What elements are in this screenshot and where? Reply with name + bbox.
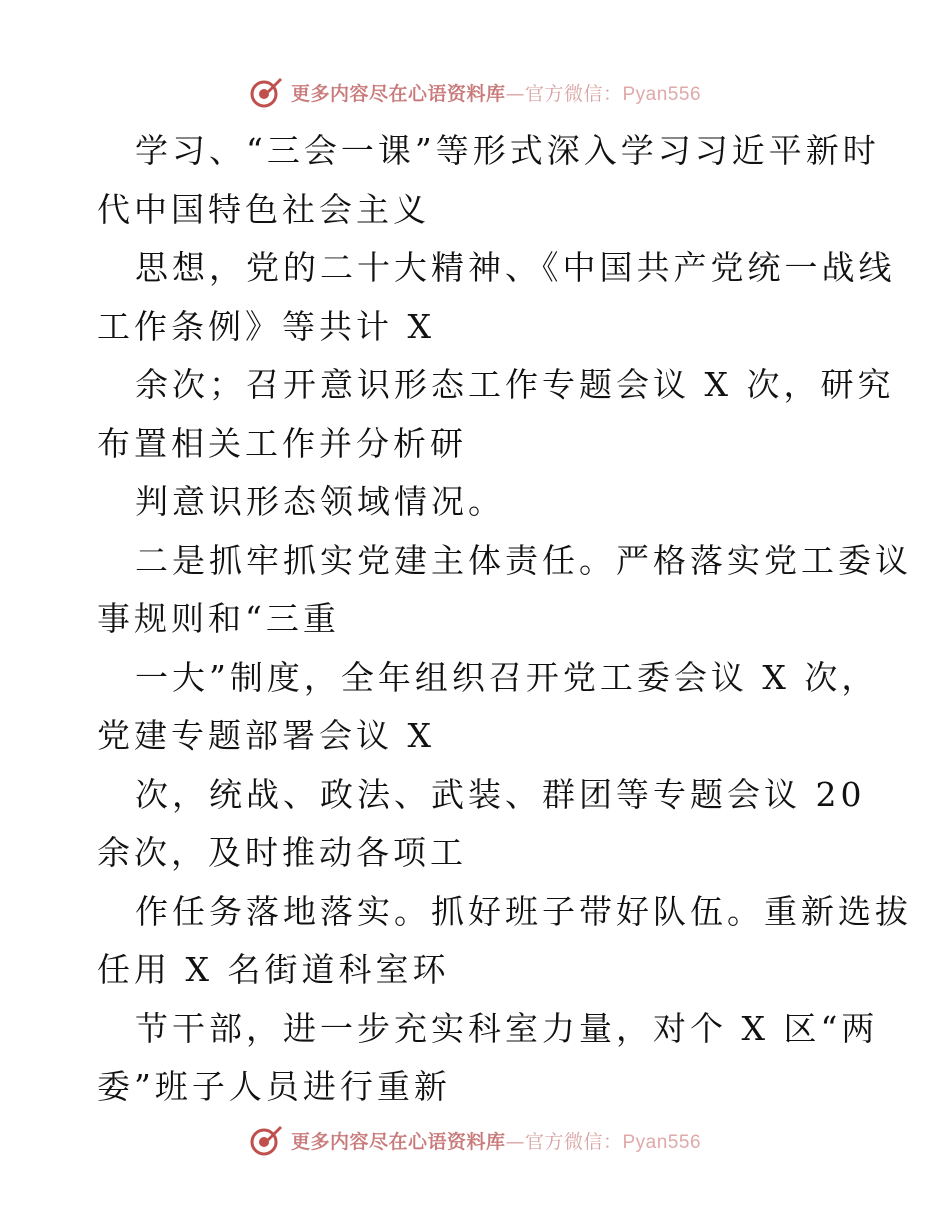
text-line: 党建专题部署会议 X [97,716,435,755]
banner-text [291,79,701,106]
text-line: 事规则和“三重 [97,599,340,638]
text-line: 作任务落地落实。抓好班子带好队伍。重新选拔 [135,891,912,931]
text-line: 学习、“三会一课”等形式深入学习习近平新时 [135,131,880,170]
banner-separator: — [505,1130,525,1153]
text-line: 思想，党的二十大精神、《中国共产党统一战线 [135,248,896,287]
quill-seal-icon [249,75,283,109]
banner-wechat-id: Pyan556 [622,1131,702,1153]
header-banner [0,72,950,112]
banner-wechat-label: 官方微信： [524,82,623,105]
text-line: 任用 X 名街道科室环 [97,950,450,989]
footer-banner [0,1120,950,1160]
text-line: 工作条例》等共计 X [97,306,435,346]
text-line: 余次，及时推动各项工 [97,833,467,872]
text-line: 一大”制度，全年组织召开党工委会议 X 次， [135,657,879,697]
text-line: 布置相关工作并分析研 [97,423,467,463]
banner-brand: 更多内容尽在心语资料库 [290,1130,506,1153]
banner-wechat-label: 官方微信： [524,1130,623,1153]
banner-wechat-id: Pyan556 [622,83,702,105]
banner-separator: — [505,82,525,105]
text-line: 二是抓牢抓实党建主体责任。严格落实党工委议 [135,540,912,580]
text-line: 委”班子人员进行重新 [97,1067,451,1106]
banner-text [291,1127,701,1154]
text-line: 余次；召开意识形态工作专题会议 X 次，研究 [135,365,895,404]
text-line: 判意识形态领域情况。 [135,482,505,521]
quill-seal-icon [249,1123,283,1157]
document-body [97,122,912,1117]
text-line: 代中国特色社会主义 [97,189,430,229]
text-line: 次，统战、政法、武装、群团等专题会议 20 [135,774,866,814]
banner-brand: 更多内容尽在心语资料库 [290,82,506,105]
text-line: 节干部，进一步充实科室力量，对个 X 区“两 [135,1008,879,1048]
